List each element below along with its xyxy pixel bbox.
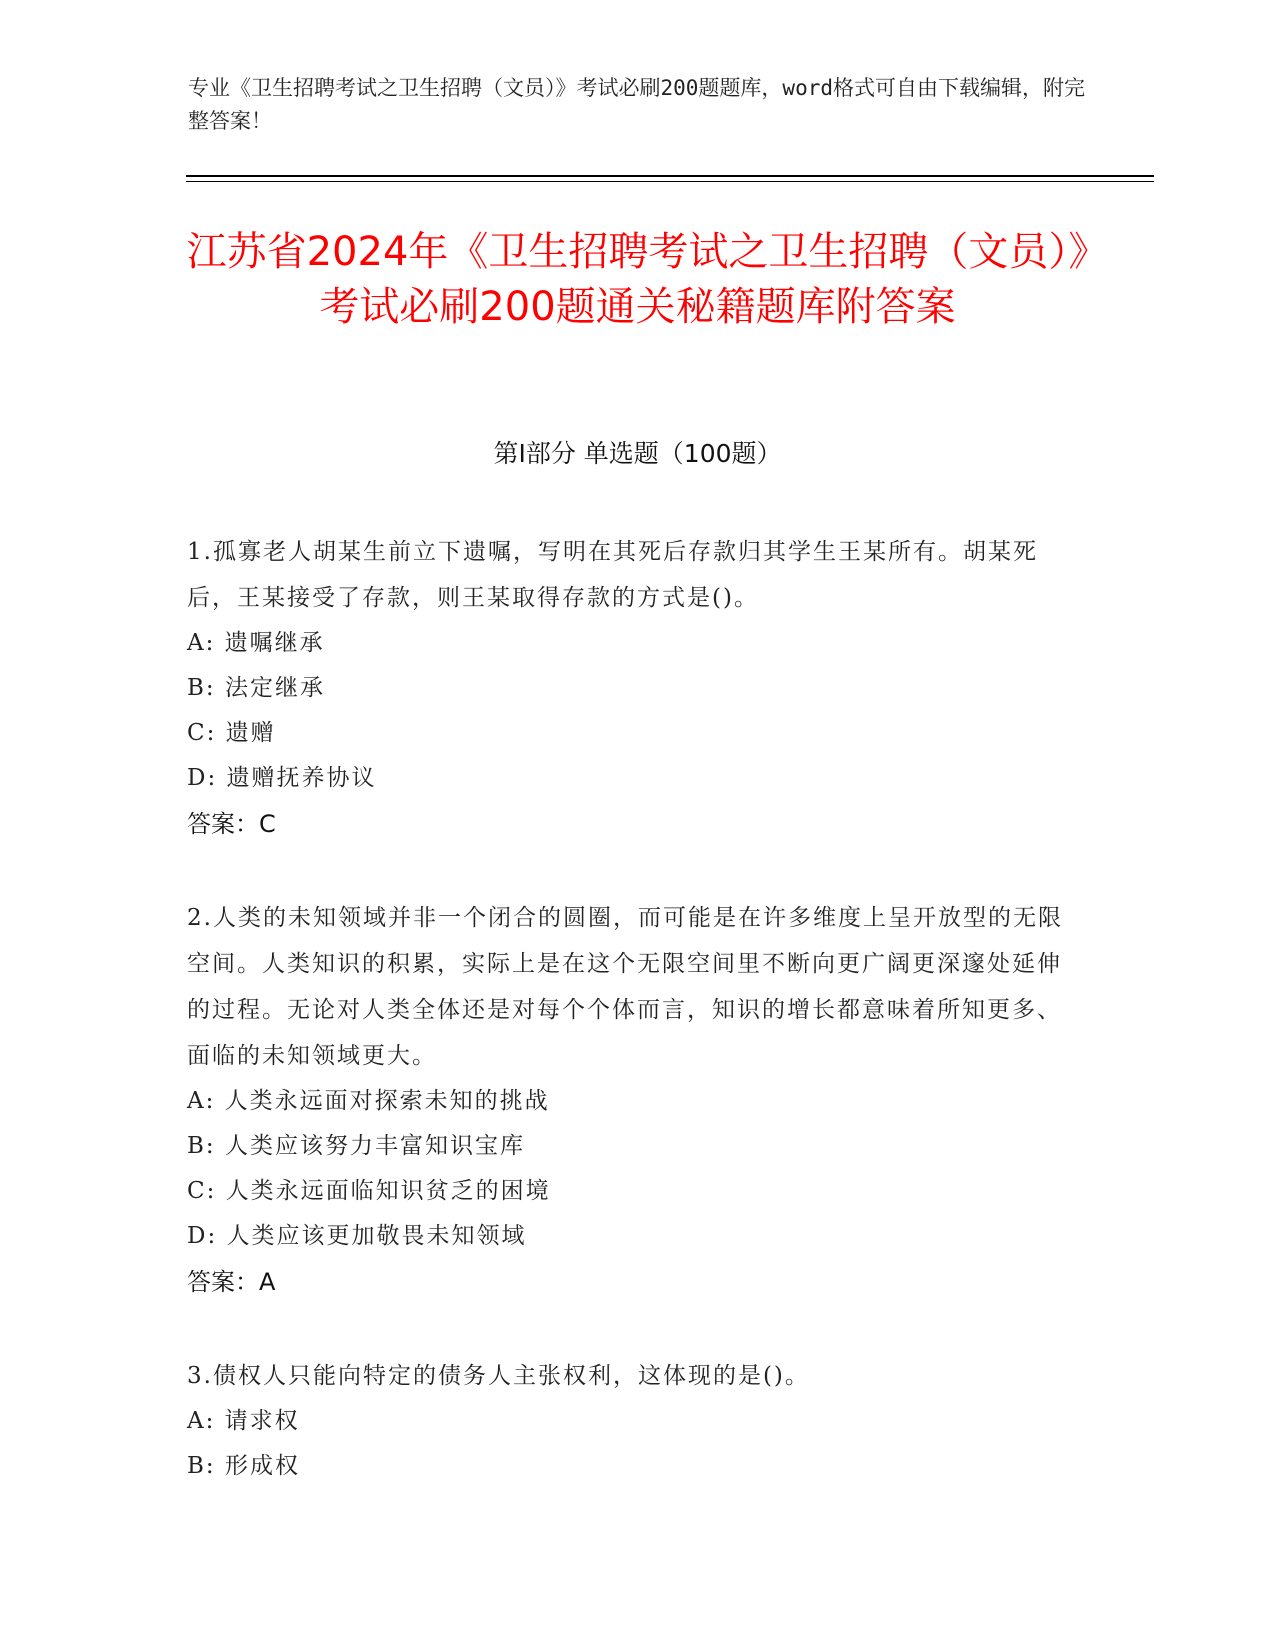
question-stem: 3.债权人只能向特定的债务人主张权利，这体现的是()。 xyxy=(187,1363,810,1389)
question-3 xyxy=(187,1353,1067,1489)
question-stem: 2.人类的未知领域并非一个闭合的圆圈，而可能是在许多维度上呈开放型的无限空间。人类知识的积累，实际上是在这个无限空间里不断向更广阔更深邃处延伸的过程。无论对人类全体还是对每个个体而言，知识的增长都意味着所知更多、面临的未知领域更大。 xyxy=(187,905,1063,1069)
header-divider-thin xyxy=(186,181,1154,182)
option-c: C: 遗赠 xyxy=(187,720,276,746)
section-title: 第Ⅰ部分 单选题（100题） xyxy=(493,439,782,468)
option-c: C: 人类永远面临知识贫乏的困境 xyxy=(187,1178,551,1204)
header-note: 专业《卫生招聘考试之卫生招聘（文员）》考试必刷200题题库，word格式可自由下载编辑，附完整答案！ xyxy=(188,76,1085,133)
header-divider-thick xyxy=(186,175,1154,177)
option-b: B: 人类应该努力丰富知识宝库 xyxy=(187,1133,525,1159)
option-a: A: 遗嘱继承 xyxy=(187,630,325,656)
question-stem: 1.孤寡老人胡某生前立下遗嘱，写明在其死后存款归其学生王某所有。胡某死后，王某接受了存款，则王某取得存款的方式是()。 xyxy=(187,539,1038,611)
option-b: B: 法定继承 xyxy=(187,675,325,701)
question-list xyxy=(187,529,1067,1537)
answer: 答案：C xyxy=(187,810,276,838)
option-b: B: 形成权 xyxy=(187,1453,300,1479)
option-a: A: 请求权 xyxy=(187,1408,300,1434)
question-2 xyxy=(187,895,1067,1305)
answer: 答案：A xyxy=(187,1268,276,1296)
question-1 xyxy=(187,529,1067,847)
option-d: D: 人类应该更加敬畏未知领域 xyxy=(187,1223,527,1249)
option-a: A: 人类永远面对探索未知的挑战 xyxy=(187,1088,550,1114)
option-d: D: 遗赠抚养协议 xyxy=(187,765,377,791)
document-title: 江苏省2024年《卫生招聘考试之卫生招聘（文员）》考试必刷200题通关秘籍题库附答案 xyxy=(186,229,1089,330)
